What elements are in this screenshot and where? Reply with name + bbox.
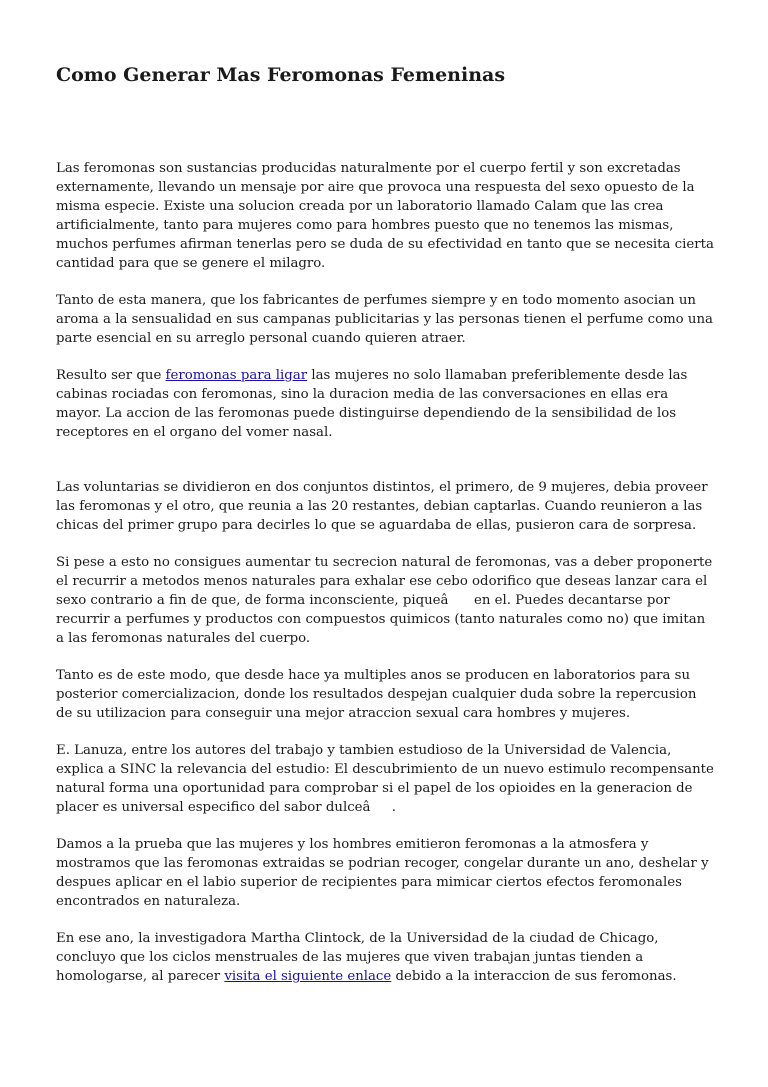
article-body [56,159,716,1004]
paragraph-4: Las voluntarias se dividieron en dos conjuntos distintos, el primero, de 9 mujeres, debia proveer las feromonas y el otro, que reunia a las 20 restantes, debian captarlas. Cuando reunieron a las chicas del primer grupo para decirles lo que se aguardaba de ellas, pusieron cara de sorpresa. [56,480,708,533]
paragraph-3-text-start: Resulto ser que [56,368,166,383]
page-title: Como Generar Mas Feromonas Femeninas [56,64,506,86]
paragraph-2: Tanto de esta manera, que los fabricantes de perfumes siempre y en todo momento asocian un aroma a la sensualidad en sus campanas publicitarias y las personas tienen el perfume como una parte esencial en su arreglo personal cuando quieren atraer. [56,293,713,346]
paragraph-7: E. Lanuza, entre los autores del trabajo y tambien estudioso de la Universidad de Valencia, explica a SINC la relevancia del estudio: El descubrimiento de un nuevo estimulo recompensante natural forma una oportunidad para comprobar si el papel de los opioides en la generacion de placer es universal especifico del sabor dulceâ. [56,743,714,815]
visita-el-siguiente-enlace-link[interactable]: visita el siguiente enlace [224,969,392,984]
feromonas-para-ligar-link[interactable]: feromonas para ligar [165,368,308,383]
paragraph-8: Damos a la prueba que las mujeres y los hombres emitieron feromonas a la atmosfera y mostramos que las feromonas extraidas se podrian recoger, congelar durante un ano, deshelar y despues aplicar en el labio superior de recipientes para mimicar ciertos efectos feromonales encontrados en naturaleza. [56,837,709,909]
paragraph-6: Tanto es de este modo, que desde hace ya multiples anos se producen en laboratorios para su posterior comercializacion, donde los resultados despejan cualquier duda sobre la repercusion de su utilizacion para conseguir una mejor atraccion sexual cara hombres y mujeres. [56,668,697,721]
paragraph-3-text-end: las mujeres no solo llamaban preferiblemente desde las cabinas rociadas con feromonas, sino la duracion media de las conversaciones en ellas era mayor. La accion de las feromonas puede distinguirse dependiendo de la sensibilidad de los receptores en el organo del vomer nasal. [56,368,688,440]
paragraph-5: Si pese a esto no consigues aumentar tu secrecion natural de feromonas, vas a deber proponerte el recurrir a metodos menos naturales para exhalar ese cebo odorifico que deseas lanzar cara el sexo contrario a fin de que, de forma inconsciente, piqueâ en el. Puedes decantarse por recurrir a perfumes y productos con compuestos quimicos (tanto naturales como no) que imitan a las feromonas naturales del cuerpo. [56,555,713,646]
paragraph-9 [56,929,716,986]
paragraph-9-text-start: En ese ano, la investigadora Martha Clintock, de la Universidad de la ciudad de Chicago, concluyo que los ciclos menstruales de las mujeres que viven trabajan juntas tienden a homologarse, al parecer [56,931,659,984]
paragraph-9-text-end: debido a la interaccion de sus feromonas. [391,969,677,984]
paragraph-3 [56,366,716,442]
paragraph-1: Las feromonas son sustancias producidas naturalmente por el cuerpo fertil y son excretadas externamente, llevando un mensaje por aire que provoca una respuesta del sexo opuesto de la misma especie. Existe una solucion creada por un laboratorio llamado Calam que las crea artificialmente, tanto para mujeres como para hombres puesto que no tenemos las mismas, muchos perfumes afirman tenerlas pero se duda de su efectividad en tanto que se necesita cierta cantidad para que se genere el milagro. [56,161,714,271]
